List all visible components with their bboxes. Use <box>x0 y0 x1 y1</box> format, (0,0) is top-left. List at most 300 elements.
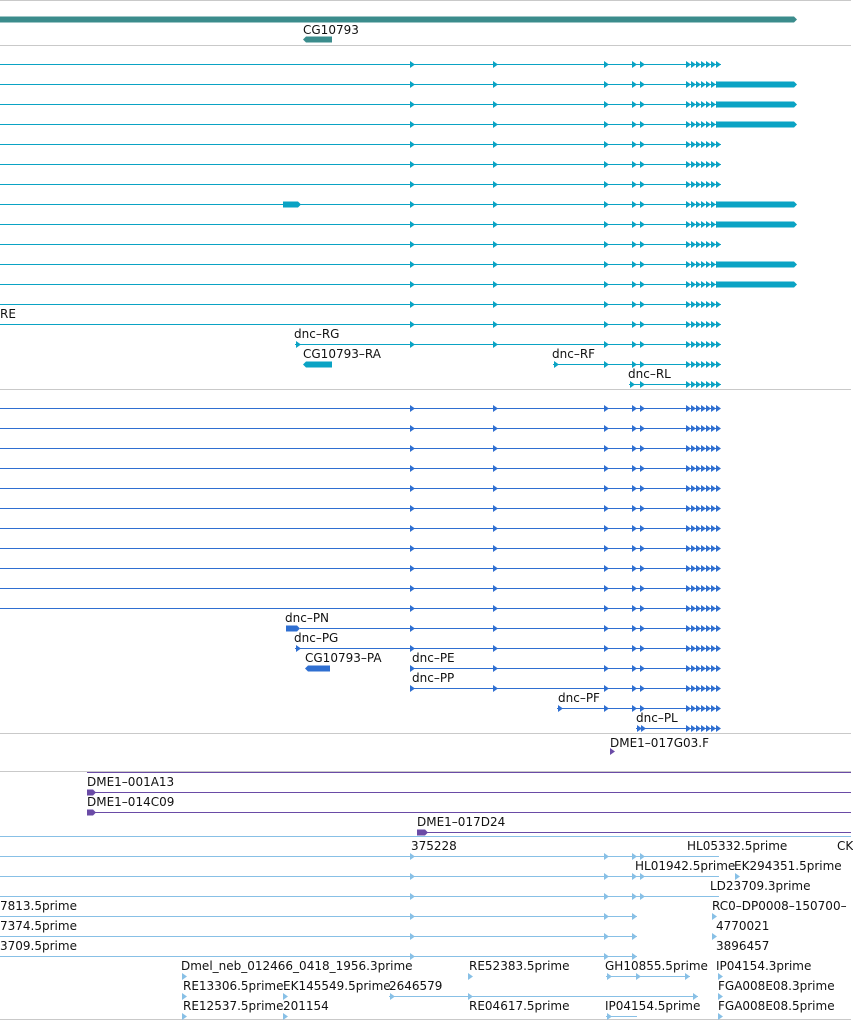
exon-marker <box>701 545 706 552</box>
exon-marker <box>706 585 711 592</box>
exon-marker <box>632 201 637 208</box>
exon-marker <box>696 505 701 512</box>
exon-marker <box>640 341 645 348</box>
exon-marker <box>410 465 415 472</box>
exon-marker <box>604 913 609 920</box>
exon-marker <box>706 445 711 452</box>
transcript-utr-block <box>716 202 797 208</box>
exon-marker <box>410 933 415 940</box>
exon-marker <box>691 381 696 388</box>
exon-marker <box>691 405 696 412</box>
exon-marker <box>686 361 691 368</box>
exon-marker <box>696 585 701 592</box>
exon-marker <box>410 181 415 188</box>
exon-marker <box>716 425 721 432</box>
transcript-label[interactable]: RE <box>0 307 16 321</box>
est-label[interactable]: 3709.5prime <box>0 939 77 953</box>
exon-marker <box>691 341 696 348</box>
protein-cg10793-pa <box>305 666 330 672</box>
protein-label[interactable]: dnc–PL <box>636 711 678 725</box>
exon-marker <box>640 893 645 900</box>
exon-marker <box>493 505 498 512</box>
exon-marker <box>696 685 701 692</box>
exon-marker <box>493 445 498 452</box>
exon-marker <box>686 585 691 592</box>
exon-marker <box>711 405 716 412</box>
exon-marker <box>696 321 701 328</box>
exon-marker <box>410 121 415 128</box>
exon-marker <box>716 725 721 732</box>
exon-marker <box>701 445 706 452</box>
exon-marker <box>632 61 637 68</box>
exon-marker <box>696 605 701 612</box>
exon-marker <box>632 565 637 572</box>
exon-marker <box>640 565 645 572</box>
exon-marker <box>686 341 691 348</box>
exon-marker <box>706 405 711 412</box>
exon-marker <box>296 645 301 652</box>
exon-marker <box>691 505 696 512</box>
exon-marker <box>691 81 696 88</box>
exon-marker <box>701 101 706 108</box>
exon-marker <box>493 685 498 692</box>
exon-marker <box>632 221 637 228</box>
exon-marker <box>640 241 645 248</box>
exon-marker <box>410 141 415 148</box>
est-label[interactable]: Dmel_neb_012466_0418_1956.3prime <box>181 959 413 973</box>
exon-marker <box>640 301 645 308</box>
exon-marker <box>716 181 721 188</box>
exon-marker <box>493 485 498 492</box>
exon-marker <box>696 445 701 452</box>
exon-marker <box>686 545 691 552</box>
exon-marker <box>706 645 711 652</box>
exon-marker <box>691 525 696 532</box>
exon-marker <box>604 625 609 632</box>
exon-marker <box>696 405 701 412</box>
transcript-utr-block <box>716 282 797 288</box>
exon-marker <box>632 181 637 188</box>
exon-marker <box>604 525 609 532</box>
est-label[interactable]: HL05332.5prime <box>687 839 788 853</box>
exon-marker <box>632 321 637 328</box>
exon-marker <box>686 705 691 712</box>
exon-marker <box>558 705 563 712</box>
protein-label[interactable]: dnc–PE <box>412 651 455 665</box>
exon-marker <box>711 221 716 228</box>
exon-marker <box>410 685 415 692</box>
exon-marker <box>493 201 498 208</box>
exon-marker <box>686 381 691 388</box>
exon-marker <box>632 161 637 168</box>
exon-marker <box>604 221 609 228</box>
transcript-label[interactable]: dnc–RG <box>294 327 340 341</box>
exon-marker <box>493 161 498 168</box>
exon-marker <box>716 605 721 612</box>
exon-marker <box>706 221 711 228</box>
exon-marker <box>706 161 711 168</box>
exon-marker <box>640 321 645 328</box>
exon-marker <box>686 81 691 88</box>
exon-marker <box>691 281 696 288</box>
exon-marker <box>604 873 609 880</box>
est-label[interactable]: RC0–DP0008–150700– <box>712 899 847 913</box>
exon-marker <box>604 853 609 860</box>
protein-label[interactable]: dnc–PF <box>558 691 600 705</box>
exon-marker <box>691 585 696 592</box>
protein-label[interactable]: dnc–PP <box>412 671 455 685</box>
exon-marker <box>604 321 609 328</box>
exon-marker <box>716 321 721 328</box>
clone-label[interactable]: DME1–017D24 <box>417 815 506 829</box>
transcript-utr-block <box>716 122 797 128</box>
exon-marker <box>711 161 716 168</box>
exon-marker <box>691 685 696 692</box>
exon-marker <box>701 81 706 88</box>
exon-marker <box>640 405 645 412</box>
exon-marker <box>711 585 716 592</box>
est-label[interactable]: RE13306.5prime <box>183 979 284 993</box>
exon-marker <box>706 181 711 188</box>
exon-marker <box>711 81 716 88</box>
exon-marker <box>701 625 706 632</box>
est-label[interactable]: HL01942.5prime <box>635 859 736 873</box>
exon-marker <box>686 525 691 532</box>
exon-marker <box>706 121 711 128</box>
est-label[interactable]: LD23709.3prime <box>710 879 811 893</box>
exon-marker <box>686 685 691 692</box>
est-label[interactable]: FGA008E08.5prime <box>718 999 835 1013</box>
exon-marker <box>607 973 612 980</box>
exon-marker <box>706 425 711 432</box>
exon-marker <box>701 281 706 288</box>
est-label[interactable]: FGA008E08.3prime <box>718 979 835 993</box>
exon-marker <box>696 181 701 188</box>
exon-marker <box>604 505 609 512</box>
exon-marker <box>632 121 637 128</box>
exon-marker <box>711 525 716 532</box>
exon-marker <box>604 705 609 712</box>
exon-marker <box>640 381 645 388</box>
exon-marker <box>701 381 706 388</box>
clone-end-block <box>87 810 96 816</box>
exon-marker <box>696 101 701 108</box>
exon-marker <box>410 241 415 248</box>
exon-marker <box>691 625 696 632</box>
transcript-utr-block <box>716 262 797 268</box>
exon-marker <box>493 101 498 108</box>
exon-marker <box>632 585 637 592</box>
gene-label: CG10793 <box>303 23 359 37</box>
est-label[interactable]: CK <box>837 839 853 853</box>
exon-marker <box>493 281 498 288</box>
exon-marker <box>686 121 691 128</box>
exon-marker <box>691 241 696 248</box>
transcript-utr-block <box>716 222 797 228</box>
exon-marker <box>604 645 609 652</box>
est-label[interactable]: 375228 <box>411 839 457 853</box>
exon-marker <box>716 525 721 532</box>
exon-marker <box>686 101 691 108</box>
exon-marker <box>632 101 637 108</box>
exon-marker <box>691 121 696 128</box>
exon-marker <box>696 645 701 652</box>
exon-marker <box>706 141 711 148</box>
exon-marker <box>716 301 721 308</box>
exon-marker <box>716 665 721 672</box>
exon-marker <box>716 685 721 692</box>
exon-marker <box>632 341 637 348</box>
exon-marker <box>701 201 706 208</box>
protein-label[interactable]: dnc–PN <box>285 611 330 625</box>
exon-marker <box>493 81 498 88</box>
exon-marker <box>691 485 696 492</box>
exon-marker <box>701 241 706 248</box>
clone-label[interactable]: DME1–017G03.F <box>610 736 709 750</box>
exon-marker <box>706 281 711 288</box>
transcript-label[interactable]: dnc–RF <box>552 347 596 361</box>
exon-marker <box>493 525 498 532</box>
exon-marker <box>686 201 691 208</box>
exon-marker <box>493 545 498 552</box>
exon-marker <box>410 565 415 572</box>
clone-label[interactable]: DME1–001A13 <box>87 775 175 789</box>
transcript-utr-block <box>716 102 797 108</box>
exon-marker <box>706 361 711 368</box>
exon-marker <box>410 405 415 412</box>
est-label[interactable]: 4770021 <box>716 919 770 933</box>
est-label[interactable]: RE04617.5prime <box>469 999 570 1013</box>
exon-marker <box>686 565 691 572</box>
exon-marker <box>632 281 637 288</box>
exon-marker <box>493 121 498 128</box>
exon-marker <box>691 261 696 268</box>
exon-marker <box>632 301 637 308</box>
exon-marker <box>607 1013 612 1020</box>
exon-marker <box>410 485 415 492</box>
est-label[interactable]: RE52383.5prime <box>469 959 570 973</box>
exon-marker <box>604 81 609 88</box>
transcript-label[interactable]: CG10793–RA <box>303 347 381 361</box>
exon-marker <box>691 221 696 228</box>
exon-marker <box>640 585 645 592</box>
exon-marker <box>410 221 415 228</box>
transcript-cg10793-ra <box>303 362 332 368</box>
exon-marker <box>410 261 415 268</box>
est-label[interactable]: EK294351.5prime <box>734 859 842 873</box>
exon-marker <box>716 381 721 388</box>
exon-marker <box>632 625 637 632</box>
exon-marker <box>706 301 711 308</box>
exon-marker <box>686 505 691 512</box>
exon-marker <box>604 261 609 268</box>
exon-marker <box>686 141 691 148</box>
exon-marker <box>691 425 696 432</box>
exon-marker <box>632 81 637 88</box>
exon-marker <box>686 625 691 632</box>
exon-marker <box>686 485 691 492</box>
gene-feature-cg10793 <box>303 37 332 43</box>
exon-marker <box>701 121 706 128</box>
est-label[interactable]: 2646579 <box>389 979 443 993</box>
exon-marker <box>706 381 711 388</box>
exon-marker <box>604 933 609 940</box>
exon-marker <box>604 685 609 692</box>
exon-marker <box>493 465 498 472</box>
est-label[interactable]: EK145549.5prime <box>283 979 391 993</box>
exon-marker <box>686 241 691 248</box>
exon-marker <box>632 425 637 432</box>
exon-marker <box>701 221 706 228</box>
exon-marker <box>696 705 701 712</box>
exon-marker <box>716 485 721 492</box>
exon-marker <box>632 685 637 692</box>
exon-marker <box>283 1013 288 1020</box>
exon-marker <box>686 301 691 308</box>
exon-marker <box>691 61 696 68</box>
exon-marker <box>686 61 691 68</box>
exon-marker <box>696 545 701 552</box>
exon-marker <box>604 141 609 148</box>
exon-marker <box>711 545 716 552</box>
exon-marker <box>632 933 637 940</box>
exon-marker <box>632 913 637 920</box>
exon-marker <box>711 281 716 288</box>
exon-marker <box>640 425 645 432</box>
exon-marker <box>711 141 716 148</box>
exon-marker <box>604 101 609 108</box>
exon-marker <box>604 545 609 552</box>
exon-marker <box>493 301 498 308</box>
exon-marker <box>686 725 691 732</box>
exon-marker <box>691 321 696 328</box>
exon-marker <box>493 141 498 148</box>
exon-marker <box>701 341 706 348</box>
exon-marker <box>410 61 415 68</box>
exon-marker <box>706 545 711 552</box>
exon-marker <box>640 485 645 492</box>
est-label[interactable]: 3896457 <box>716 939 770 953</box>
protein-label[interactable]: dnc–PG <box>294 631 339 645</box>
exon-marker <box>390 993 395 1000</box>
exon-marker <box>632 893 637 900</box>
exon-marker <box>640 81 645 88</box>
exon-marker <box>493 425 498 432</box>
exon-marker <box>686 221 691 228</box>
est-label[interactable]: IP04154.5prime <box>605 999 701 1013</box>
transcript-exon-block <box>283 202 301 208</box>
exon-marker <box>691 101 696 108</box>
exon-marker <box>686 425 691 432</box>
exon-marker <box>711 685 716 692</box>
exon-marker <box>604 281 609 288</box>
exon-marker <box>706 705 711 712</box>
exon-marker <box>711 261 716 268</box>
est-label[interactable]: RE12537.5prime <box>183 999 284 1013</box>
exon-marker <box>604 201 609 208</box>
exon-marker <box>696 465 701 472</box>
exon-marker <box>701 585 706 592</box>
exon-marker <box>468 973 473 980</box>
exon-marker <box>716 705 721 712</box>
exon-marker <box>640 625 645 632</box>
exon-marker <box>716 625 721 632</box>
exon-marker <box>716 565 721 572</box>
exon-marker <box>716 585 721 592</box>
exon-marker <box>711 241 716 248</box>
clone-label[interactable]: DME1–014C09 <box>87 795 175 809</box>
exon-marker <box>701 525 706 532</box>
exon-marker <box>716 361 721 368</box>
exon-marker <box>701 705 706 712</box>
transcript-utr-block <box>716 82 797 88</box>
exon-marker <box>696 201 701 208</box>
exon-marker <box>686 161 691 168</box>
exon-marker <box>410 585 415 592</box>
protein-label[interactable]: CG10793–PA <box>305 651 382 665</box>
exon-marker <box>640 221 645 228</box>
est-label[interactable]: 7374.5prime <box>0 919 77 933</box>
exon-marker <box>716 405 721 412</box>
exon-marker <box>604 485 609 492</box>
exon-marker <box>711 705 716 712</box>
exon-marker <box>691 201 696 208</box>
exon-marker <box>641 725 646 732</box>
exon-marker <box>640 545 645 552</box>
exon-marker <box>632 525 637 532</box>
exon-marker <box>701 321 706 328</box>
est-label[interactable]: 7813.5prime <box>0 899 77 913</box>
exon-marker <box>701 465 706 472</box>
exon-marker <box>696 241 701 248</box>
exon-marker <box>632 545 637 552</box>
clone-end-block <box>417 830 428 836</box>
exon-marker <box>410 893 415 900</box>
exon-marker <box>604 893 609 900</box>
exon-marker <box>686 281 691 288</box>
est-label[interactable]: GH10855.5prime <box>605 959 708 973</box>
exon-marker <box>701 361 706 368</box>
exon-marker <box>685 973 690 980</box>
exon-marker <box>640 505 645 512</box>
exon-marker <box>706 525 711 532</box>
exon-marker <box>493 61 498 68</box>
exon-marker <box>604 241 609 248</box>
exon-marker <box>493 261 498 268</box>
exon-marker <box>718 1013 723 1020</box>
est-label[interactable]: 201154 <box>283 999 329 1013</box>
exon-marker <box>640 445 645 452</box>
exon-marker <box>640 665 645 672</box>
exon-marker <box>696 161 701 168</box>
exon-marker <box>632 141 637 148</box>
exon-marker <box>632 261 637 268</box>
exon-marker <box>711 61 716 68</box>
exon-marker <box>632 485 637 492</box>
exon-marker <box>640 161 645 168</box>
exon-marker <box>604 301 609 308</box>
exon-marker <box>604 665 609 672</box>
exon-marker <box>691 605 696 612</box>
exon-marker <box>701 505 706 512</box>
exon-marker <box>640 261 645 268</box>
exon-marker <box>640 605 645 612</box>
exon-marker <box>696 665 701 672</box>
est-label[interactable]: IP04154.3prime <box>716 959 812 973</box>
transcript-label[interactable]: dnc–RL <box>628 367 671 381</box>
exon-marker <box>711 485 716 492</box>
exon-marker <box>410 101 415 108</box>
